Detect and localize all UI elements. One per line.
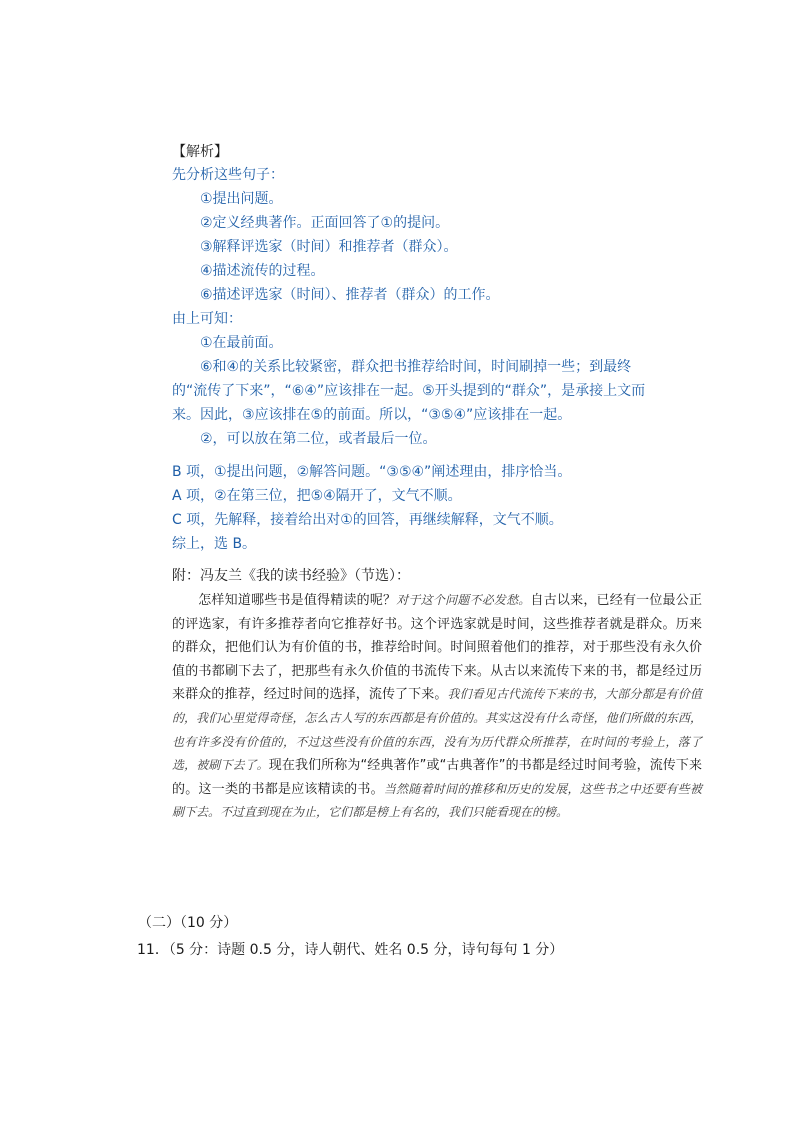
- question-11: 11．（5 分：诗题 0.5 分，诗人朝代、姓名 0.5 分，诗句每句 1 分）: [137, 942, 564, 958]
- known-label: 由上可知：: [172, 311, 242, 327]
- section-two-title: （二）（10 分）: [138, 915, 238, 931]
- quote-text: 怎样知道哪些书是值得精读的呢？: [198, 593, 397, 608]
- sentence-line: ①提出问题。: [200, 191, 283, 207]
- sentence-line: ③解释评选家（时间）和推荐者（群众）。: [200, 239, 458, 255]
- quote-handwritten: 当然随着时间的推移和历史的发展，这些书之中还要有些被刷下去。不过直到现在为止，它们都是榜上有名的，我们只能看现在的榜。: [172, 781, 702, 820]
- conclusion-line: ②，可以放在第二位，或者最后一位。: [200, 431, 437, 447]
- appendix-title: 附：冯友兰《我的读书经验》（节选）：: [172, 568, 410, 584]
- quote-handwritten: 我们看见古代流传下来的书，大部分都是有价值的，我们心里觉得奇怪，怎么古人写的东西都是有价值的。其实这没有什么奇怪，他们所做的东西，也有许多没有价值的，不过这些没有价值的东西，没有为历代群众所推荐，在时间的考验上，落了选，被刷下去了。: [172, 687, 702, 773]
- conclusion-line: ⑥和④的关系比较紧密，群众把书推荐给时间，时间刷掉一些；到最终: [200, 359, 632, 375]
- sentence-line: ②定义经典著作。正面回答了①的提问。: [200, 215, 450, 231]
- quote-handwritten: 对于这个问题不必发愁。: [396, 593, 531, 607]
- conclusion-line: 来。因此，③应该排在⑤的前面。所以，“③⑤④”应该排在一起。: [172, 407, 572, 423]
- analysis-heading: 【解析】: [172, 144, 228, 160]
- conclusion-line: 的“流传了下来”，“⑥④”应该排在一起。⑤开头提到的“群众”，是承接上文而: [172, 383, 646, 399]
- sentence-line: ④描述流传的过程。: [200, 263, 325, 279]
- quote-text: 现在我们所称为“经典著作”或“古典著作”的书都是经过时间考验，流传下来的。这一类的书都是应该精读的书。: [172, 758, 702, 797]
- appendix-quote: [172, 589, 702, 825]
- analysis-intro: 先分析这些句子：: [172, 167, 284, 183]
- option-b: B 项，①提出问题，②解答问题。“③⑤④”阐述理由，排序恰当。: [172, 464, 572, 480]
- option-c: C 项，先解释，接着给出对①的回答，再继续解释，文气不顺。: [172, 512, 563, 528]
- sentence-line: ⑥描述评选家（时间）、推荐者（群众）的工作。: [200, 287, 500, 303]
- conclusion-line: ①在最前面。: [200, 335, 283, 351]
- quote-text: 自古以来，已经有一位最公正的评选家，有许多推荐者向它推荐好书。这个评选家就是时间，这些推荐者就是群众。历来的群众，把他们认为有价值的书，推荐给时间。时间照着他们的推荐，对于那些没有永久价值的书都刷下去了，把那些有永久价值的书流传下来。从古以来流传下来的书，都是经过历来群众的推荐，经过时间的选择，流传了下来。: [172, 593, 702, 703]
- option-a: A 项，②在第三位，把⑤④隔开了，文气不顺。: [172, 488, 462, 504]
- summary-line: 综上，选 B。: [172, 536, 257, 552]
